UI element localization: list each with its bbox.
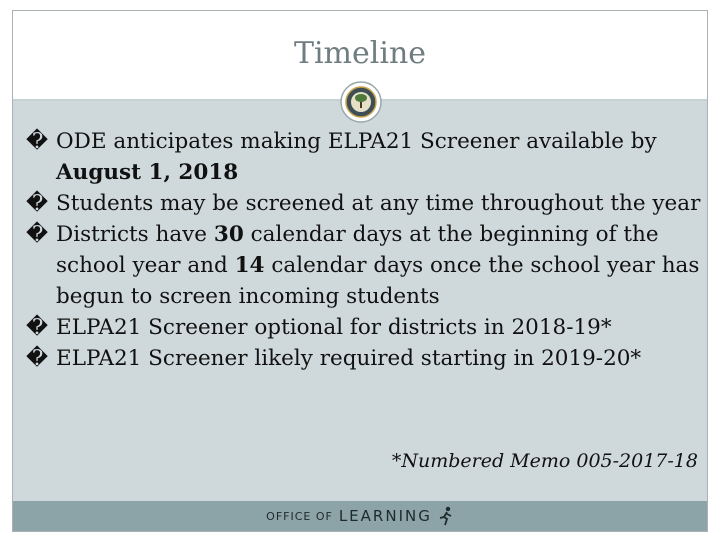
bullet-list (26, 126, 706, 374)
bullet-item (26, 219, 706, 312)
bullet-text: ODE anticipates making ELPA21 Screener available by (56, 129, 657, 154)
bullet-text: Students may be screened at any time throughout the year (56, 191, 701, 216)
bullet-text: ELPA21 Screener likely required starting in 2019-20* (56, 346, 642, 371)
bullet-item (26, 343, 706, 374)
bullet-mark: � (26, 129, 49, 154)
slide-title: Timeline (293, 36, 427, 71)
logo-text-big: LEARNING (338, 507, 432, 525)
bullet-date: August 1, 2018 (56, 160, 239, 185)
bullet-mark: � (26, 315, 49, 340)
runner-icon (438, 506, 454, 526)
bullet-item (26, 126, 706, 188)
bullet-text: calendar days once the school year has begun to screen incoming students (56, 253, 700, 309)
bullet-text: Districts have (56, 222, 214, 247)
bullet-mark: � (26, 346, 49, 371)
office-of-learning-logo (250, 503, 470, 529)
bullet-number: 30 (213, 222, 244, 247)
bullet-text: ELPA21 Screener optional for districts in 2018-19* (56, 315, 612, 340)
logo-text-small: OFFICE OF (266, 509, 333, 523)
bullet-number: 14 (234, 253, 265, 278)
bullet-item (26, 312, 706, 343)
bullet-text: calendar days at the beginning of the school year and (56, 222, 659, 278)
bullet-item (26, 188, 706, 219)
oregon-seal-icon (339, 80, 383, 124)
footnote: *Numbered Memo 005-2017-18 (391, 450, 698, 472)
bullet-mark: � (26, 191, 49, 216)
bullet-mark: � (26, 222, 49, 247)
